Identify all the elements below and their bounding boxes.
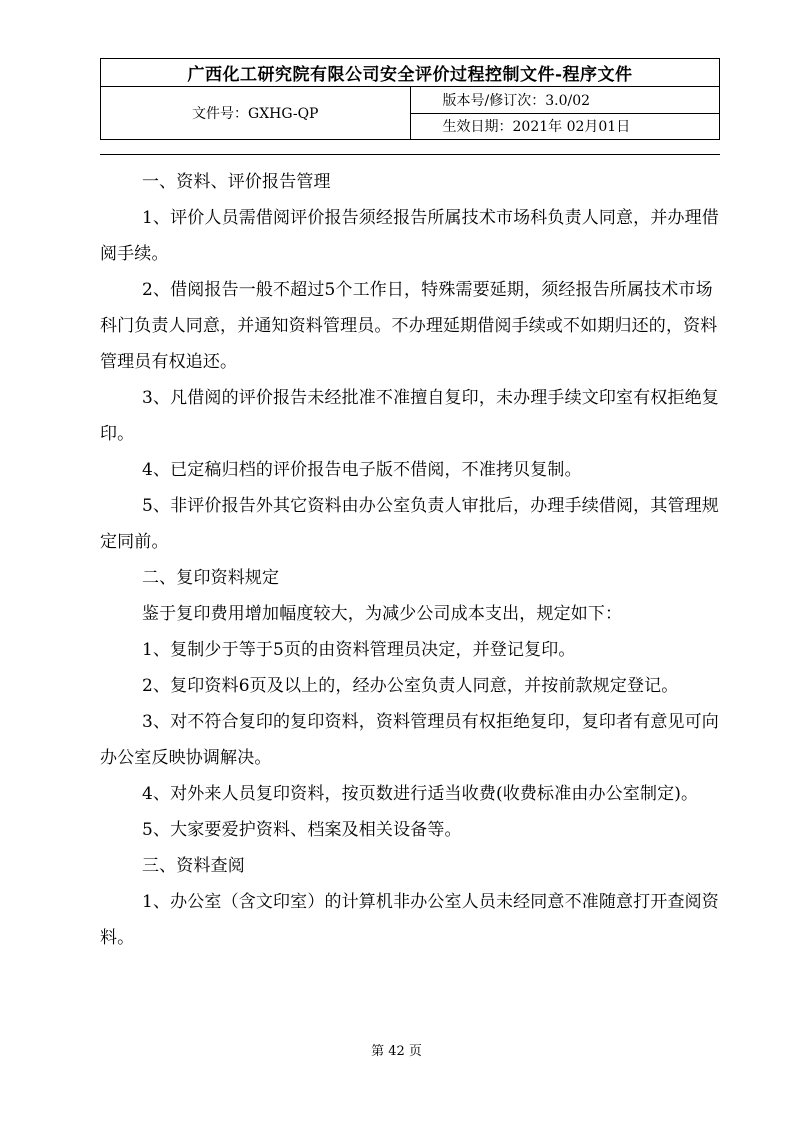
paragraph: 2、复印资料6页及以上的，经办公室负责人同意，并按前款规定登记。 (142, 676, 679, 696)
paragraph: 3、对不符合复印的复印资料，资料管理员有权拒绝复印，复印者有意见可向办公室反映协调解决。 (100, 712, 719, 768)
paragraph: 1、复制少于等于5页的由资料管理员决定，并登记复印。 (142, 640, 576, 660)
paragraph: 3、凡借阅的评价报告未经批准不准擅自复印，未办理手续文印室有权拒绝复印。 (100, 388, 719, 444)
paragraph: 2、借阅报告一般不超过5个工作日，特殊需要延期，须经报告所属技术市场科门负责人同意，并通知资料管理员。不办理延期借阅手续或不如期归还的，资料管理员有权追还。 (100, 280, 718, 372)
page-number: 第 42 页 (371, 1044, 422, 1059)
section-heading: 一、资料、评价报告管理 (142, 172, 331, 192)
paragraph: 5、非评价报告外其它资料由办公室负责人审批后，办理手续借阅，其管理规定同前。 (100, 496, 719, 552)
file-number: 文件号：GXHG-QP (101, 87, 411, 140)
paragraph: 1、评价人员需借阅评价报告须经报告所属技术市场科负责人同意，并办理借阅手续。 (100, 208, 719, 264)
document-body (100, 164, 720, 956)
section-heading: 二、复印资料规定 (142, 568, 280, 588)
effective-date: 生效日期：2021年 02月01日 (410, 113, 720, 140)
header-divider (100, 154, 720, 155)
paragraph: 1、办公室（含文印室）的计算机非办公室人员未经同意不准随意打开查阅资料。 (100, 892, 719, 948)
section-heading: 三、资料查阅 (142, 856, 245, 876)
document-header-table (100, 58, 720, 140)
paragraph: 4、已定稿归档的评价报告电子版不借阅，不准拷贝复制。 (142, 460, 582, 480)
version-number: 版本号/修订次：3.0/02 (410, 87, 720, 114)
document-title: 广西化工研究院有限公司安全评价过程控制文件-程序文件 (101, 59, 720, 87)
paragraph: 4、对外来人员复印资料，按页数进行适当收费(收费标准由办公室制定)。 (142, 784, 699, 804)
paragraph: 5、大家要爱护资料、档案及相关设备等。 (142, 820, 462, 840)
paragraph: 鉴于复印费用增加幅度较大，为减少公司成本支出，规定如下： (142, 604, 623, 624)
